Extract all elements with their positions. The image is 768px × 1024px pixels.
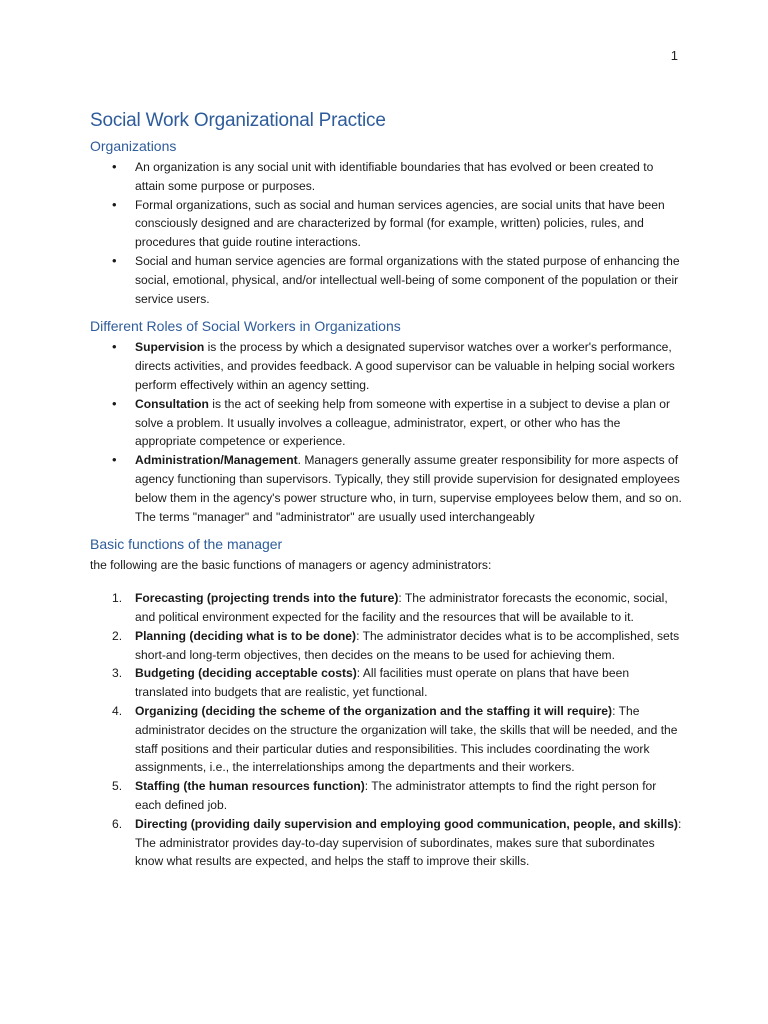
page-number: 1	[670, 48, 678, 63]
item-number: 3.	[112, 666, 123, 681]
item-text: : The administrator provides day-to-day supervision of subordinates, makes sure that subordinates know what results are expected, and helps the staff to improve their skills.	[135, 816, 682, 869]
section-heading-functions: Basic functions of the manager	[90, 536, 283, 553]
item-number: 6.	[112, 816, 123, 831]
item-text: : All facilities must operate on plans that have been translated into budgets that are realistic, yet functional.	[135, 666, 630, 700]
functions-intro: the following are the basic functions of managers or agency administrators:	[90, 558, 492, 573]
item-text: is the process by which a designated supervisor watches over a worker's performance, directs activities, and provides feedback. A good supervisor can be valuable in helping social workers perform effectively within an agency setting.	[135, 340, 675, 392]
term-supervision: Supervision	[135, 340, 205, 355]
organizations-list	[90, 158, 682, 308]
term-budgeting: Budgeting (deciding acceptable costs)	[135, 666, 357, 681]
item-number: 1.	[112, 591, 123, 606]
item-text: : The administrator decides on the structure the organization will take, the skills that will be needed, and the staff positions and their particular duties and responsibilities. This includes coordinating the work assignments, i.e., the interrelationships among the departments and their workers.	[135, 703, 678, 775]
term-staffing: Staffing (the human resources function)	[135, 779, 365, 794]
list-item: • An organization is any social unit with identifiable boundaries that has evolved or been created to attain some purpose or purposes.	[90, 158, 682, 196]
list-item	[90, 664, 682, 702]
section-heading-roles: Different Roles of Social Workers in Organizations	[90, 318, 401, 335]
list-item: • Social and human service agencies are formal organizations with the stated purpose of enhancing the social, emotional, physical, and/or intellectual well-being of some component of the population or their service users.	[90, 252, 682, 308]
term-organizing: Organizing (deciding the scheme of the organization and the staffing it will require)	[135, 703, 613, 718]
document-body	[90, 110, 682, 871]
item-text: : The administrator attempts to find the right person for each defined job.	[135, 779, 657, 812]
section-functions	[90, 535, 682, 871]
item-number: 5.	[112, 779, 123, 794]
item-text: : The administrator decides what is to be accomplished, sets short-and long-term objectives, then decides on the means to be used for achieving them.	[135, 628, 680, 662]
list-item: • Formal organizations, such as social and human services agencies, are social units that have been consciously designed and are characterized by formal (for example, written) policies, rules, and procedures that guide routine interactions.	[90, 196, 682, 252]
list-item	[90, 338, 682, 394]
term-planning: Planning (deciding what is to be done)	[135, 628, 357, 643]
section-roles	[90, 317, 682, 526]
functions-list	[90, 589, 682, 871]
roles-list	[90, 338, 682, 526]
list-item	[90, 702, 682, 777]
item-number: 2.	[112, 628, 123, 643]
list-item	[90, 627, 682, 665]
term-directing: Directing (providing daily supervision and employing good communication, people, and skills)	[135, 816, 678, 831]
document-title: Social Work Organizational Practice	[90, 110, 386, 131]
item-number: 4.	[112, 703, 123, 718]
item-text: is the act of seeking help from someone with expertise in a subject to devise a plan or solve a problem. It usually involves a colleague, administrator, expert, or other who has the appropriate competence or experience.	[135, 396, 671, 449]
item-text: . Managers generally assume greater responsibility for more aspects of agency functioning than supervisors. Typically, they still provide supervision for designated employees below them in the agency's power structure who, in turn, supervise employees below them, and so on. The terms "manager" and "administrator" are usually used interchangeably	[135, 453, 682, 524]
section-organizations	[90, 137, 682, 308]
section-heading-organizations: Organizations	[90, 138, 177, 154]
list-item	[90, 395, 682, 451]
term-consultation: Consultation	[135, 396, 209, 411]
list-item	[90, 451, 682, 526]
list-item	[90, 777, 682, 815]
item-text: : The administrator forecasts the economic, social, and political environment expected for the facility and the resources that will be available to it.	[135, 591, 668, 624]
list-item	[90, 589, 682, 627]
list-item	[90, 815, 682, 871]
term-administration: Administration/Management	[135, 453, 298, 468]
term-forecasting: Forecasting (projecting trends into the future)	[135, 591, 399, 606]
